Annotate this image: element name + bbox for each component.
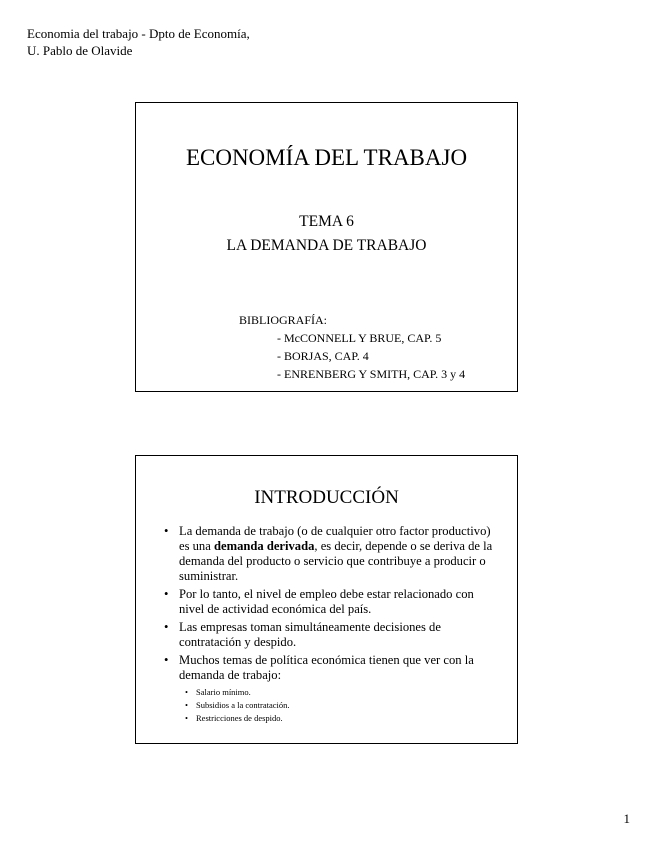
bullet-item [164,524,494,584]
slide-2-title: INTRODUCCIÓN [254,487,399,508]
bibliography-item: - BORJAS, CAP. 4 [277,349,369,363]
sub-bullet-list [179,686,494,725]
topic-name: LA DEMANDA DE TRABAJO [226,237,427,254]
bullet-bold-term: demanda derivada [213,539,315,553]
bibliography-label: BIBLIOGRAFÍA: [239,313,328,327]
sub-bullet-item: • Salario mínimo. [185,686,494,699]
slide-introduction [135,455,518,744]
sub-bullet-item: • Subsidios a la contratación. [185,699,494,712]
bibliography-list [239,329,465,383]
header-line-1: Economia del trabajo - Dpto de Economía, [27,26,250,41]
slide-1-subtitle [136,210,517,258]
bullet-text: , es decir, depende o se deriva de la demanda del producto o servicio que contribuye a producir o suministrar. [179,539,493,583]
header-line-2: U. Pablo de Olavide [27,43,133,58]
bullet-text: La demanda de trabajo (o de cualquier otro factor productivo) es una [179,524,491,553]
bibliography [239,311,465,383]
sub-bullet-item: • Restricciones de despido. [185,712,494,725]
bullet-item: • Por lo tanto, el nivel de empleo debe estar relacionado con nivel de actividad económica del país. [164,587,494,617]
bullet-list [164,524,494,728]
bibliography-item: - McCONNELL Y BRUE, CAP. 5 [277,331,442,345]
page-number: 1 [623,811,630,826]
bullet-item [164,653,494,725]
slide-title [135,102,518,392]
bullet-text: Muchos temas de política económica tienen que ver con la demanda de trabajo: [179,653,474,682]
topic-number: TEMA 6 [299,213,354,230]
page-header [27,25,250,59]
bibliography-item: - ENRENBERG Y SMITH, CAP. 3 y 4 [277,367,466,381]
bullet-item: • Las empresas toman simultáneamente decisiones de contratación y despido. [164,620,494,650]
slide-1-title: ECONOMÍA DEL TRABAJO [185,145,468,170]
